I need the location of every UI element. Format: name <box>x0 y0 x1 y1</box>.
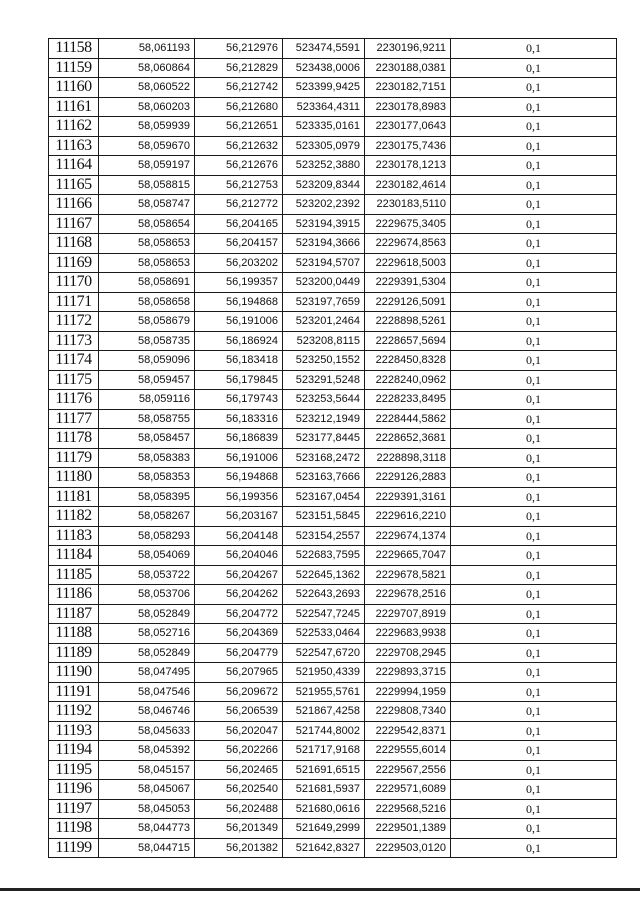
latitude-cell: 58,044715 <box>99 838 195 858</box>
latitude-cell: 58,060864 <box>99 58 195 78</box>
table-row <box>49 39 617 59</box>
longitude-cell: 56,204262 <box>195 585 283 605</box>
x-coordinate-cell: 523252,3880 <box>283 156 365 176</box>
table-row <box>49 702 617 722</box>
x-coordinate-cell: 523364,4311 <box>283 97 365 117</box>
longitude-cell: 56,204046 <box>195 546 283 566</box>
x-coordinate-cell: 521950,4339 <box>283 663 365 683</box>
latitude-cell: 58,061193 <box>99 39 195 59</box>
point-number-cell: 11172 <box>49 312 99 332</box>
longitude-cell: 56,183418 <box>195 351 283 371</box>
value-cell: 0,1 <box>451 78 617 98</box>
longitude-cell: 56,194868 <box>195 468 283 488</box>
latitude-cell: 58,045157 <box>99 760 195 780</box>
x-coordinate-cell: 523177,8445 <box>283 429 365 449</box>
value-cell: 0,1 <box>451 643 617 663</box>
x-coordinate-cell: 523250,1552 <box>283 351 365 371</box>
point-number-cell: 11174 <box>49 351 99 371</box>
x-coordinate-cell: 521955,5761 <box>283 682 365 702</box>
latitude-cell: 58,058653 <box>99 234 195 254</box>
longitude-cell: 56,203167 <box>195 507 283 527</box>
table-row <box>49 409 617 429</box>
longitude-cell: 56,206539 <box>195 702 283 722</box>
longitude-cell: 56,212742 <box>195 78 283 98</box>
value-cell: 0,1 <box>451 273 617 293</box>
y-coordinate-cell: 2230175,7436 <box>365 136 451 156</box>
y-coordinate-cell: 2229665,7047 <box>365 546 451 566</box>
value-cell: 0,1 <box>451 58 617 78</box>
table-row <box>49 234 617 254</box>
table-row <box>49 526 617 546</box>
y-coordinate-cell: 2228450,8328 <box>365 351 451 371</box>
latitude-cell: 58,045053 <box>99 799 195 819</box>
x-coordinate-cell: 521681,5937 <box>283 780 365 800</box>
y-coordinate-cell: 2229568,5216 <box>365 799 451 819</box>
longitude-cell: 56,201382 <box>195 838 283 858</box>
point-number-cell: 11190 <box>49 663 99 683</box>
longitude-cell: 56,203202 <box>195 253 283 273</box>
point-number-cell: 11189 <box>49 643 99 663</box>
point-number-cell: 11187 <box>49 604 99 624</box>
longitude-cell: 56,194868 <box>195 292 283 312</box>
point-number-cell: 11165 <box>49 175 99 195</box>
longitude-cell: 56,212632 <box>195 136 283 156</box>
table-row <box>49 273 617 293</box>
value-cell: 0,1 <box>451 760 617 780</box>
longitude-cell: 56,179845 <box>195 370 283 390</box>
y-coordinate-cell: 2229675,3405 <box>365 214 451 234</box>
y-coordinate-cell: 2230178,1213 <box>365 156 451 176</box>
table-row <box>49 58 617 78</box>
latitude-cell: 58,054069 <box>99 546 195 566</box>
y-coordinate-cell: 2229707,8919 <box>365 604 451 624</box>
point-number-cell: 11186 <box>49 585 99 605</box>
value-cell: 0,1 <box>451 292 617 312</box>
value-cell: 0,1 <box>451 351 617 371</box>
table-row <box>49 351 617 371</box>
value-cell: 0,1 <box>451 331 617 351</box>
point-number-cell: 11198 <box>49 819 99 839</box>
y-coordinate-cell: 2228657,5694 <box>365 331 451 351</box>
table-row <box>49 760 617 780</box>
value-cell: 0,1 <box>451 448 617 468</box>
value-cell: 0,1 <box>451 565 617 585</box>
table-row <box>49 390 617 410</box>
latitude-cell: 58,058691 <box>99 273 195 293</box>
latitude-cell: 58,052849 <box>99 643 195 663</box>
value-cell: 0,1 <box>451 682 617 702</box>
longitude-cell: 56,209672 <box>195 682 283 702</box>
x-coordinate-cell: 523209,8344 <box>283 175 365 195</box>
y-coordinate-cell: 2229678,5821 <box>365 565 451 585</box>
x-coordinate-cell: 523335,0161 <box>283 117 365 137</box>
latitude-cell: 58,058755 <box>99 409 195 429</box>
y-coordinate-cell: 2229616,2210 <box>365 507 451 527</box>
y-coordinate-cell: 2229893,3715 <box>365 663 451 683</box>
value-cell: 0,1 <box>451 195 617 215</box>
point-number-cell: 11177 <box>49 409 99 429</box>
table-row <box>49 624 617 644</box>
y-coordinate-cell: 2228444,5862 <box>365 409 451 429</box>
latitude-cell: 58,058679 <box>99 312 195 332</box>
value-cell: 0,1 <box>451 663 617 683</box>
x-coordinate-cell: 523399,9425 <box>283 78 365 98</box>
value-cell: 0,1 <box>451 429 617 449</box>
value-cell: 0,1 <box>451 507 617 527</box>
table-row <box>49 741 617 761</box>
longitude-cell: 56,204369 <box>195 624 283 644</box>
latitude-cell: 58,058457 <box>99 429 195 449</box>
y-coordinate-cell: 2228898,3118 <box>365 448 451 468</box>
x-coordinate-cell: 523151,5845 <box>283 507 365 527</box>
y-coordinate-cell: 2228652,3681 <box>365 429 451 449</box>
table-row <box>49 799 617 819</box>
latitude-cell: 58,060203 <box>99 97 195 117</box>
latitude-cell: 58,059096 <box>99 351 195 371</box>
value-cell: 0,1 <box>451 136 617 156</box>
y-coordinate-cell: 2229808,7340 <box>365 702 451 722</box>
table-row <box>49 156 617 176</box>
point-number-cell: 11160 <box>49 78 99 98</box>
table-row <box>49 585 617 605</box>
point-number-cell: 11164 <box>49 156 99 176</box>
latitude-cell: 58,053722 <box>99 565 195 585</box>
longitude-cell: 56,191006 <box>195 448 283 468</box>
longitude-cell: 56,204157 <box>195 234 283 254</box>
point-number-cell: 11194 <box>49 741 99 761</box>
x-coordinate-cell: 523200,0449 <box>283 273 365 293</box>
x-coordinate-cell: 523163,7666 <box>283 468 365 488</box>
longitude-cell: 56,204772 <box>195 604 283 624</box>
y-coordinate-cell: 2228233,8495 <box>365 390 451 410</box>
value-cell: 0,1 <box>451 799 617 819</box>
point-number-cell: 11169 <box>49 253 99 273</box>
table-row <box>49 429 617 449</box>
table-row <box>49 468 617 488</box>
latitude-cell: 58,045067 <box>99 780 195 800</box>
table-row <box>49 331 617 351</box>
table-row <box>49 312 617 332</box>
x-coordinate-cell: 523197,7659 <box>283 292 365 312</box>
longitude-cell: 56,202540 <box>195 780 283 800</box>
x-coordinate-cell: 523253,5644 <box>283 390 365 410</box>
x-coordinate-cell: 521744,8002 <box>283 721 365 741</box>
coordinates-table-body <box>49 39 617 858</box>
x-coordinate-cell: 523167,0454 <box>283 487 365 507</box>
point-number-cell: 11197 <box>49 799 99 819</box>
y-coordinate-cell: 2228240,0962 <box>365 370 451 390</box>
x-coordinate-cell: 523208,8115 <box>283 331 365 351</box>
value-cell: 0,1 <box>451 838 617 858</box>
table-row <box>49 97 617 117</box>
x-coordinate-cell: 522547,6720 <box>283 643 365 663</box>
table-row <box>49 175 617 195</box>
x-coordinate-cell: 523438,0006 <box>283 58 365 78</box>
value-cell: 0,1 <box>451 526 617 546</box>
x-coordinate-cell: 523201,2464 <box>283 312 365 332</box>
latitude-cell: 58,052849 <box>99 604 195 624</box>
x-coordinate-cell: 523154,2557 <box>283 526 365 546</box>
y-coordinate-cell: 2229994,1959 <box>365 682 451 702</box>
latitude-cell: 58,047546 <box>99 682 195 702</box>
x-coordinate-cell: 523194,3915 <box>283 214 365 234</box>
longitude-cell: 56,202047 <box>195 721 283 741</box>
page-bottom-rule <box>0 888 640 891</box>
point-number-cell: 11171 <box>49 292 99 312</box>
latitude-cell: 58,058654 <box>99 214 195 234</box>
y-coordinate-cell: 2229542,8371 <box>365 721 451 741</box>
point-number-cell: 11192 <box>49 702 99 722</box>
value-cell: 0,1 <box>451 546 617 566</box>
point-number-cell: 11166 <box>49 195 99 215</box>
latitude-cell: 58,058658 <box>99 292 195 312</box>
value-cell: 0,1 <box>451 97 617 117</box>
point-number-cell: 11188 <box>49 624 99 644</box>
longitude-cell: 56,204148 <box>195 526 283 546</box>
x-coordinate-cell: 523291,5248 <box>283 370 365 390</box>
y-coordinate-cell: 2229391,5304 <box>365 273 451 293</box>
longitude-cell: 56,212680 <box>195 97 283 117</box>
table-row <box>49 253 617 273</box>
y-coordinate-cell: 2230196,9211 <box>365 39 451 59</box>
x-coordinate-cell: 522547,7245 <box>283 604 365 624</box>
x-coordinate-cell: 522533,0464 <box>283 624 365 644</box>
point-number-cell: 11176 <box>49 390 99 410</box>
longitude-cell: 56,204779 <box>195 643 283 663</box>
value-cell: 0,1 <box>451 156 617 176</box>
value-cell: 0,1 <box>451 702 617 722</box>
x-coordinate-cell: 522645,1362 <box>283 565 365 585</box>
longitude-cell: 56,186839 <box>195 429 283 449</box>
y-coordinate-cell: 2229126,5091 <box>365 292 451 312</box>
latitude-cell: 58,047495 <box>99 663 195 683</box>
latitude-cell: 58,059939 <box>99 117 195 137</box>
y-coordinate-cell: 2229567,2556 <box>365 760 451 780</box>
longitude-cell: 56,212651 <box>195 117 283 137</box>
point-number-cell: 11178 <box>49 429 99 449</box>
table-row <box>49 292 617 312</box>
y-coordinate-cell: 2230188,0381 <box>365 58 451 78</box>
point-number-cell: 11168 <box>49 234 99 254</box>
latitude-cell: 58,059457 <box>99 370 195 390</box>
point-number-cell: 11175 <box>49 370 99 390</box>
x-coordinate-cell: 522643,2693 <box>283 585 365 605</box>
point-number-cell: 11158 <box>49 39 99 59</box>
x-coordinate-cell: 521680,0616 <box>283 799 365 819</box>
longitude-cell: 56,202488 <box>195 799 283 819</box>
point-number-cell: 11193 <box>49 721 99 741</box>
value-cell: 0,1 <box>451 117 617 137</box>
y-coordinate-cell: 2230182,4614 <box>365 175 451 195</box>
y-coordinate-cell: 2229674,8563 <box>365 234 451 254</box>
table-row <box>49 721 617 741</box>
table-row <box>49 487 617 507</box>
table-row <box>49 780 617 800</box>
point-number-cell: 11170 <box>49 273 99 293</box>
y-coordinate-cell: 2229391,3161 <box>365 487 451 507</box>
x-coordinate-cell: 523194,5707 <box>283 253 365 273</box>
table-row <box>49 117 617 137</box>
value-cell: 0,1 <box>451 487 617 507</box>
longitude-cell: 56,179743 <box>195 390 283 410</box>
y-coordinate-cell: 2229618,5003 <box>365 253 451 273</box>
longitude-cell: 56,212753 <box>195 175 283 195</box>
table-row <box>49 682 617 702</box>
longitude-cell: 56,199356 <box>195 487 283 507</box>
table-row <box>49 195 617 215</box>
value-cell: 0,1 <box>451 819 617 839</box>
y-coordinate-cell: 2229571,6089 <box>365 780 451 800</box>
longitude-cell: 56,186924 <box>195 331 283 351</box>
y-coordinate-cell: 2229501,1389 <box>365 819 451 839</box>
coordinates-table <box>48 38 617 858</box>
longitude-cell: 56,204267 <box>195 565 283 585</box>
table-row <box>49 838 617 858</box>
value-cell: 0,1 <box>451 604 617 624</box>
table-row <box>49 78 617 98</box>
x-coordinate-cell: 523194,3666 <box>283 234 365 254</box>
latitude-cell: 58,046746 <box>99 702 195 722</box>
latitude-cell: 58,058653 <box>99 253 195 273</box>
table-row <box>49 214 617 234</box>
value-cell: 0,1 <box>451 312 617 332</box>
latitude-cell: 58,058383 <box>99 448 195 468</box>
x-coordinate-cell: 521717,9168 <box>283 741 365 761</box>
latitude-cell: 58,058395 <box>99 487 195 507</box>
point-number-cell: 11182 <box>49 507 99 527</box>
value-cell: 0,1 <box>451 741 617 761</box>
point-number-cell: 11185 <box>49 565 99 585</box>
point-number-cell: 11199 <box>49 838 99 858</box>
y-coordinate-cell: 2229683,9938 <box>365 624 451 644</box>
longitude-cell: 56,212772 <box>195 195 283 215</box>
latitude-cell: 58,058735 <box>99 331 195 351</box>
value-cell: 0,1 <box>451 585 617 605</box>
point-number-cell: 11181 <box>49 487 99 507</box>
longitude-cell: 56,191006 <box>195 312 283 332</box>
latitude-cell: 58,058747 <box>99 195 195 215</box>
point-number-cell: 11179 <box>49 448 99 468</box>
table-row <box>49 507 617 527</box>
longitude-cell: 56,204165 <box>195 214 283 234</box>
x-coordinate-cell: 521642,8327 <box>283 838 365 858</box>
point-number-cell: 11159 <box>49 58 99 78</box>
table-row <box>49 136 617 156</box>
value-cell: 0,1 <box>451 409 617 429</box>
x-coordinate-cell: 523212,1949 <box>283 409 365 429</box>
point-number-cell: 11191 <box>49 682 99 702</box>
table-row <box>49 819 617 839</box>
latitude-cell: 58,045392 <box>99 741 195 761</box>
table-row <box>49 546 617 566</box>
latitude-cell: 58,058293 <box>99 526 195 546</box>
point-number-cell: 11167 <box>49 214 99 234</box>
longitude-cell: 56,212676 <box>195 156 283 176</box>
table-row <box>49 663 617 683</box>
y-coordinate-cell: 2228898,5261 <box>365 312 451 332</box>
latitude-cell: 58,058267 <box>99 507 195 527</box>
x-coordinate-cell: 523305,0979 <box>283 136 365 156</box>
x-coordinate-cell: 523474,5591 <box>283 39 365 59</box>
longitude-cell: 56,201349 <box>195 819 283 839</box>
point-number-cell: 11161 <box>49 97 99 117</box>
table-row <box>49 643 617 663</box>
y-coordinate-cell: 2229678,2516 <box>365 585 451 605</box>
point-number-cell: 11162 <box>49 117 99 137</box>
longitude-cell: 56,212976 <box>195 39 283 59</box>
longitude-cell: 56,183316 <box>195 409 283 429</box>
point-number-cell: 11163 <box>49 136 99 156</box>
latitude-cell: 58,058353 <box>99 468 195 488</box>
point-number-cell: 11195 <box>49 760 99 780</box>
value-cell: 0,1 <box>451 370 617 390</box>
longitude-cell: 56,202266 <box>195 741 283 761</box>
y-coordinate-cell: 2229555,6014 <box>365 741 451 761</box>
value-cell: 0,1 <box>451 214 617 234</box>
y-coordinate-cell: 2229503,0120 <box>365 838 451 858</box>
y-coordinate-cell: 2230182,7151 <box>365 78 451 98</box>
value-cell: 0,1 <box>451 468 617 488</box>
point-number-cell: 11173 <box>49 331 99 351</box>
point-number-cell: 11183 <box>49 526 99 546</box>
table-row <box>49 565 617 585</box>
value-cell: 0,1 <box>451 721 617 741</box>
x-coordinate-cell: 523168,2472 <box>283 448 365 468</box>
value-cell: 0,1 <box>451 234 617 254</box>
x-coordinate-cell: 522683,7595 <box>283 546 365 566</box>
y-coordinate-cell: 2229674,1374 <box>365 526 451 546</box>
value-cell: 0,1 <box>451 175 617 195</box>
value-cell: 0,1 <box>451 624 617 644</box>
y-coordinate-cell: 2230178,8983 <box>365 97 451 117</box>
value-cell: 0,1 <box>451 253 617 273</box>
y-coordinate-cell: 2229708,2945 <box>365 643 451 663</box>
table-row <box>49 370 617 390</box>
value-cell: 0,1 <box>451 390 617 410</box>
table-row <box>49 448 617 468</box>
point-number-cell: 11184 <box>49 546 99 566</box>
latitude-cell: 58,058815 <box>99 175 195 195</box>
latitude-cell: 58,059197 <box>99 156 195 176</box>
x-coordinate-cell: 521867,4258 <box>283 702 365 722</box>
latitude-cell: 58,059670 <box>99 136 195 156</box>
point-number-cell: 11196 <box>49 780 99 800</box>
longitude-cell: 56,199357 <box>195 273 283 293</box>
latitude-cell: 58,052716 <box>99 624 195 644</box>
longitude-cell: 56,207965 <box>195 663 283 683</box>
latitude-cell: 58,053706 <box>99 585 195 605</box>
latitude-cell: 58,044773 <box>99 819 195 839</box>
longitude-cell: 56,202465 <box>195 760 283 780</box>
y-coordinate-cell: 2230183,5110 <box>365 195 451 215</box>
longitude-cell: 56,212829 <box>195 58 283 78</box>
point-number-cell: 11180 <box>49 468 99 488</box>
y-coordinate-cell: 2229126,2883 <box>365 468 451 488</box>
x-coordinate-cell: 521649,2999 <box>283 819 365 839</box>
value-cell: 0,1 <box>451 39 617 59</box>
latitude-cell: 58,059116 <box>99 390 195 410</box>
latitude-cell: 58,045633 <box>99 721 195 741</box>
x-coordinate-cell: 521691,6515 <box>283 760 365 780</box>
latitude-cell: 58,060522 <box>99 78 195 98</box>
table-row <box>49 604 617 624</box>
x-coordinate-cell: 523202,2392 <box>283 195 365 215</box>
value-cell: 0,1 <box>451 780 617 800</box>
y-coordinate-cell: 2230177,0643 <box>365 117 451 137</box>
